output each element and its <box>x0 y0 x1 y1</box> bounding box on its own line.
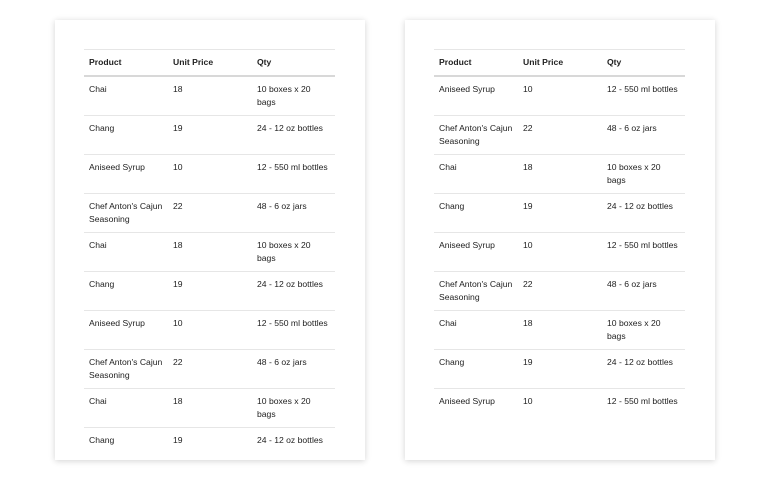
header-unit-price: Unit Price <box>523 57 564 68</box>
cell-qty: 12 - 550 ml bottles <box>257 162 328 172</box>
cell-qty: 48 - 6 oz jars <box>607 123 657 133</box>
cell-product: Chang <box>89 435 115 445</box>
table-row <box>434 233 685 272</box>
cell-product: Aniseed Syrup <box>89 162 145 172</box>
cell-qty: 48 - 6 oz jars <box>257 357 307 367</box>
document-page-2 <box>405 20 715 460</box>
cell-qty: 10 boxes x 20 bags <box>607 318 661 341</box>
table-row <box>84 76 335 116</box>
table-row <box>84 116 335 155</box>
cell-unit-price: 18 <box>173 84 183 94</box>
table-row <box>434 272 685 311</box>
table-row <box>84 350 335 389</box>
table-row <box>84 155 335 194</box>
cell-unit-price: 22 <box>173 357 183 367</box>
cell-unit-price: 19 <box>173 435 183 445</box>
cell-unit-price: 19 <box>173 123 183 133</box>
cell-product: Chef Anton's Cajun Seasoning <box>89 201 163 224</box>
table-row <box>84 389 335 428</box>
table-row <box>84 194 335 233</box>
cell-unit-price: 18 <box>173 396 183 406</box>
cell-unit-price: 10 <box>523 84 533 94</box>
cell-product: Chai <box>439 162 457 172</box>
products-table <box>434 49 685 427</box>
header-qty: Qty <box>607 57 622 68</box>
table-row <box>434 116 685 155</box>
cell-product: Chef Anton's Cajun Seasoning <box>89 357 163 380</box>
cell-product: Chai <box>89 240 107 250</box>
cell-product: Chang <box>89 279 115 289</box>
cell-qty: 12 - 550 ml bottles <box>607 396 678 406</box>
cell-qty: 10 boxes x 20 bags <box>257 240 311 263</box>
header-qty: Qty <box>257 57 272 68</box>
table-header-row <box>84 50 335 77</box>
cell-qty: 24 - 12 oz bottles <box>607 357 673 367</box>
cell-product: Aniseed Syrup <box>89 318 145 328</box>
cell-unit-price: 10 <box>173 318 183 328</box>
cell-product: Aniseed Syrup <box>439 396 495 406</box>
table-body <box>434 76 685 427</box>
cell-unit-price: 19 <box>173 279 183 289</box>
cell-unit-price: 18 <box>523 318 533 328</box>
header-product: Product <box>89 57 122 68</box>
cell-product: Chai <box>89 396 107 406</box>
table-row <box>434 350 685 389</box>
cell-product: Chang <box>439 357 465 367</box>
cell-qty: 24 - 12 oz bottles <box>607 201 673 211</box>
cell-unit-price: 18 <box>173 240 183 250</box>
table-row <box>434 76 685 116</box>
table-row <box>434 389 685 428</box>
cell-unit-price: 18 <box>523 162 533 172</box>
table-row <box>434 311 685 350</box>
cell-unit-price: 22 <box>523 123 533 133</box>
cell-unit-price: 19 <box>523 357 533 367</box>
cell-unit-price: 19 <box>523 201 533 211</box>
products-table <box>84 49 335 466</box>
cell-product: Chang <box>89 123 115 133</box>
cell-qty: 10 boxes x 20 bags <box>257 84 311 107</box>
table-header-row <box>434 50 685 77</box>
table-row <box>84 311 335 350</box>
cell-product: Chef Anton's Cajun Seasoning <box>439 279 513 302</box>
cell-product: Aniseed Syrup <box>439 84 495 94</box>
cell-unit-price: 10 <box>173 162 183 172</box>
cell-product: Chef Anton's Cajun Seasoning <box>439 123 513 146</box>
cell-product: Chai <box>89 84 107 94</box>
cell-qty: 24 - 12 oz bottles <box>257 123 323 133</box>
cell-unit-price: 22 <box>173 201 183 211</box>
cell-product: Chang <box>439 201 465 211</box>
cell-qty: 24 - 12 oz bottles <box>257 435 323 445</box>
document-page-1 <box>55 20 365 460</box>
table-body <box>84 76 335 466</box>
table-row <box>434 155 685 194</box>
cell-unit-price: 22 <box>523 279 533 289</box>
cell-product: Chai <box>439 318 457 328</box>
header-product: Product <box>439 57 472 68</box>
cell-qty: 24 - 12 oz bottles <box>257 279 323 289</box>
cell-qty: 48 - 6 oz jars <box>257 201 307 211</box>
cell-product: Aniseed Syrup <box>439 240 495 250</box>
table-row <box>434 194 685 233</box>
table-row <box>84 272 335 311</box>
cell-qty: 48 - 6 oz jars <box>607 279 657 289</box>
cell-qty: 12 - 550 ml bottles <box>607 84 678 94</box>
header-unit-price: Unit Price <box>173 57 214 68</box>
table-row <box>84 233 335 272</box>
cell-qty: 12 - 550 ml bottles <box>607 240 678 250</box>
cell-qty: 10 boxes x 20 bags <box>257 396 311 419</box>
cell-qty: 10 boxes x 20 bags <box>607 162 661 185</box>
cell-unit-price: 10 <box>523 396 533 406</box>
table-row <box>84 428 335 467</box>
cell-unit-price: 10 <box>523 240 533 250</box>
cell-qty: 12 - 550 ml bottles <box>257 318 328 328</box>
